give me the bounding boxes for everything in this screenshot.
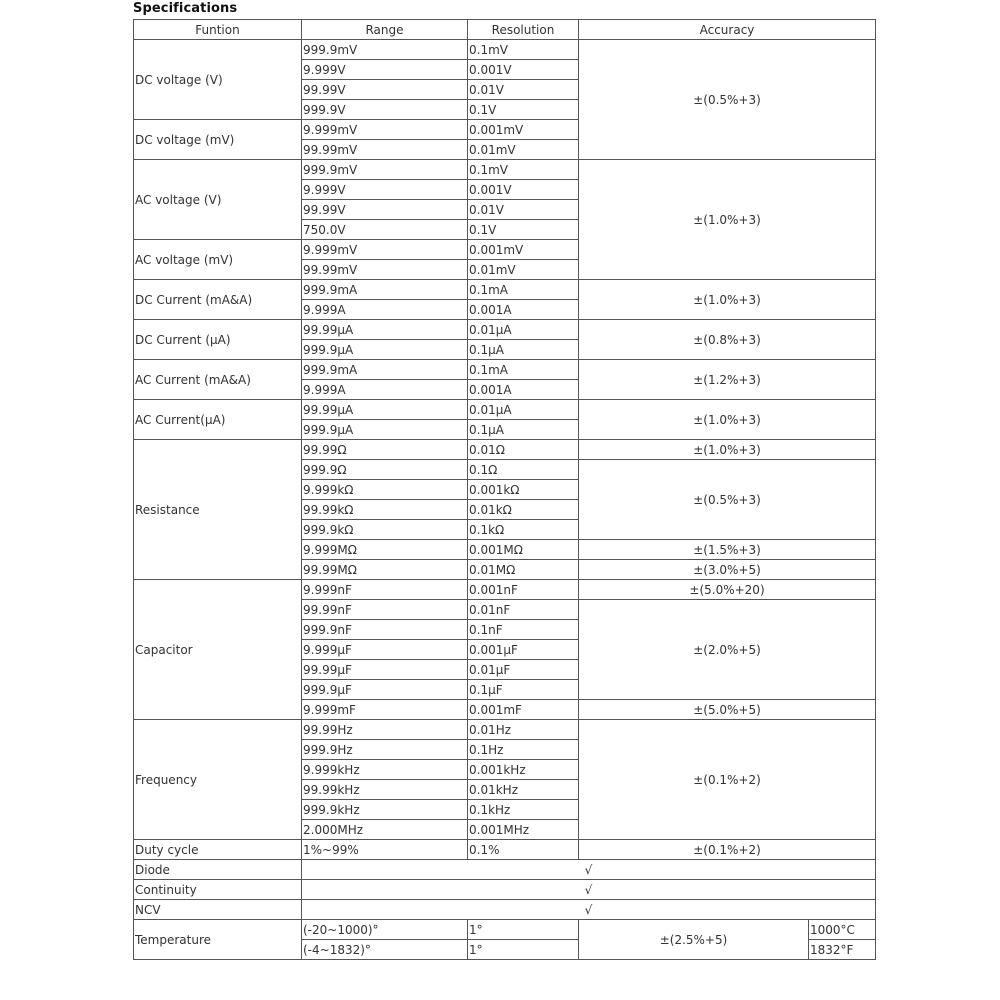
function-cell: NCV [134,900,302,920]
resolution-cell: 0.1mA [468,280,579,300]
table-row [134,860,876,880]
resolution-cell: 0.001nF [468,580,579,600]
table-row [134,400,876,420]
resolution-cell: 0.01kΩ [468,500,579,520]
range-cell: 9.999μF [302,640,468,660]
resolution-cell: 0.01Hz [468,720,579,740]
range-cell: 99.99mV [302,140,468,160]
resolution-cell: 0.001mV [468,120,579,140]
resolution-cell: 0.1V [468,220,579,240]
range-cell: 99.99mV [302,260,468,280]
accuracy-cell: ±(1.0%+3) [579,160,876,280]
range-cell: 99.99μA [302,320,468,340]
table-row [134,40,876,60]
resolution-cell: 0.01nF [468,600,579,620]
resolution-cell: 0.01μA [468,320,579,340]
resolution-cell: 0.001V [468,60,579,80]
range-cell: (-4~1832)° [302,940,468,960]
range-cell: 1%~99% [302,840,468,860]
range-cell: 999.9mV [302,160,468,180]
function-cell: AC Current(μA) [134,400,302,440]
range-cell: (-20~1000)° [302,920,468,940]
resolution-cell: 0.001A [468,300,579,320]
range-cell: 9.999kHz [302,760,468,780]
function-cell: Capacitor [134,580,302,720]
accuracy-cell: ±(0.8%+3) [579,320,876,360]
function-cell: AC voltage (mV) [134,240,302,280]
range-cell: 99.99μF [302,660,468,680]
function-cell: DC voltage (V) [134,40,302,120]
range-cell: 999.9μA [302,340,468,360]
function-cell: DC Current (mA&A) [134,280,302,320]
table-row [134,840,876,860]
range-cell: 99.99nF [302,600,468,620]
resolution-cell: 0.01mV [468,260,579,280]
accuracy-cell: ±(1.2%+3) [579,360,876,400]
resolution-cell: 0.1Ω [468,460,579,480]
range-cell: 9.999A [302,300,468,320]
range-cell: 99.99V [302,80,468,100]
range-cell: 999.9nF [302,620,468,640]
table-row [134,280,876,300]
range-cell: 99.99MΩ [302,560,468,580]
range-cell: 999.9μA [302,420,468,440]
resolution-cell: 0.1kHz [468,800,579,820]
function-cell: AC voltage (V) [134,160,302,240]
resolution-cell: 0.001kΩ [468,480,579,500]
resolution-cell: 0.001A [468,380,579,400]
accuracy-cell: ±(2.5%+5) [579,920,809,960]
range-cell: 999.9Ω [302,460,468,480]
table-row [134,320,876,340]
resolution-cell: 0.1μF [468,680,579,700]
resolution-cell: 0.01Ω [468,440,579,460]
function-cell: DC Current (μA) [134,320,302,360]
resolution-cell: 0.1nF [468,620,579,640]
range-cell: 999.9V [302,100,468,120]
resolution-cell: 0.001MHz [468,820,579,840]
resolution-cell: 0.01μA [468,400,579,420]
table-row [134,360,876,380]
function-cell: AC Current (mA&A) [134,360,302,400]
column-header-accuracy: Accuracy [579,20,876,40]
specifications-table [133,19,876,960]
resolution-cell: 0.001mV [468,240,579,260]
resolution-cell: 0.1kΩ [468,520,579,540]
resolution-cell: 0.01MΩ [468,560,579,580]
accuracy-cell: ±(3.0%+5) [579,560,876,580]
resolution-cell: 1° [468,940,579,960]
accuracy-cell: ±(1.0%+3) [579,280,876,320]
function-cell: Resistance [134,440,302,580]
range-cell: 99.99kHz [302,780,468,800]
range-cell: 9.999mV [302,240,468,260]
resolution-cell: 1° [468,920,579,940]
range-cell: 9.999V [302,180,468,200]
range-cell: 750.0V [302,220,468,240]
function-cell: Duty cycle [134,840,302,860]
range-cell: 9.999kΩ [302,480,468,500]
range-cell: 9.999MΩ [302,540,468,560]
accuracy-cell: ±(0.1%+2) [579,840,876,860]
accuracy-cell: ±(5.0%+5) [579,700,876,720]
resolution-cell: 0.1μA [468,420,579,440]
range-cell: 99.99μA [302,400,468,420]
check-mark-cell: √ [302,900,876,920]
resolution-cell: 0.1% [468,840,579,860]
accuracy-cell: ±(5.0%+20) [579,580,876,600]
range-cell: 999.9kHz [302,800,468,820]
range-cell: 2.000MHz [302,820,468,840]
function-cell: DC voltage (mV) [134,120,302,160]
range-cell: 9.999nF [302,580,468,600]
temperature-limit-cell: 1000°C [809,920,876,940]
table-row [134,900,876,920]
resolution-cell: 0.1mV [468,160,579,180]
table-row [134,720,876,740]
accuracy-cell: ±(1.5%+3) [579,540,876,560]
resolution-cell: 0.01kHz [468,780,579,800]
range-cell: 99.99kΩ [302,500,468,520]
table-row [134,580,876,600]
range-cell: 999.9μF [302,680,468,700]
resolution-cell: 0.1Hz [468,740,579,760]
accuracy-cell: ±(1.0%+3) [579,440,876,460]
resolution-cell: 0.01mV [468,140,579,160]
resolution-cell: 0.001mF [468,700,579,720]
check-mark-cell: √ [302,880,876,900]
function-cell: Diode [134,860,302,880]
resolution-cell: 0.01V [468,200,579,220]
function-cell: Temperature [134,920,302,960]
range-cell: 9.999A [302,380,468,400]
resolution-cell: 0.1μA [468,340,579,360]
check-mark-cell: √ [302,860,876,880]
range-cell: 9.999mV [302,120,468,140]
table-row [134,920,876,940]
table-row [134,880,876,900]
range-cell: 999.9kΩ [302,520,468,540]
accuracy-cell: ±(0.5%+3) [579,40,876,160]
table-row [134,160,876,180]
resolution-cell: 0.001MΩ [468,540,579,560]
accuracy-cell: ±(0.5%+3) [579,460,876,540]
column-header-range: Range [302,20,468,40]
resolution-cell: 0.001V [468,180,579,200]
resolution-cell: 0.1mA [468,360,579,380]
range-cell: 9.999mF [302,700,468,720]
accuracy-cell: ±(2.0%+5) [579,600,876,700]
range-cell: 99.99V [302,200,468,220]
range-cell: 999.9mA [302,360,468,380]
range-cell: 99.99Ω [302,440,468,460]
range-cell: 999.9mA [302,280,468,300]
column-header-function: Funtion [134,20,302,40]
function-cell: Frequency [134,720,302,840]
page-title: Specifications [133,1,238,16]
accuracy-cell: ±(1.0%+3) [579,400,876,440]
column-header-resolution: Resolution [468,20,579,40]
resolution-cell: 0.01V [468,80,579,100]
temperature-limit-cell: 1832°F [809,940,876,960]
header-row [134,20,876,40]
resolution-cell: 0.001μF [468,640,579,660]
range-cell: 99.99Hz [302,720,468,740]
function-cell: Continuity [134,880,302,900]
resolution-cell: 0.01μF [468,660,579,680]
resolution-cell: 0.1mV [468,40,579,60]
range-cell: 999.9Hz [302,740,468,760]
range-cell: 999.9mV [302,40,468,60]
accuracy-cell: ±(0.1%+2) [579,720,876,840]
table-row [134,440,876,460]
range-cell: 9.999V [302,60,468,80]
resolution-cell: 0.001kHz [468,760,579,780]
resolution-cell: 0.1V [468,100,579,120]
